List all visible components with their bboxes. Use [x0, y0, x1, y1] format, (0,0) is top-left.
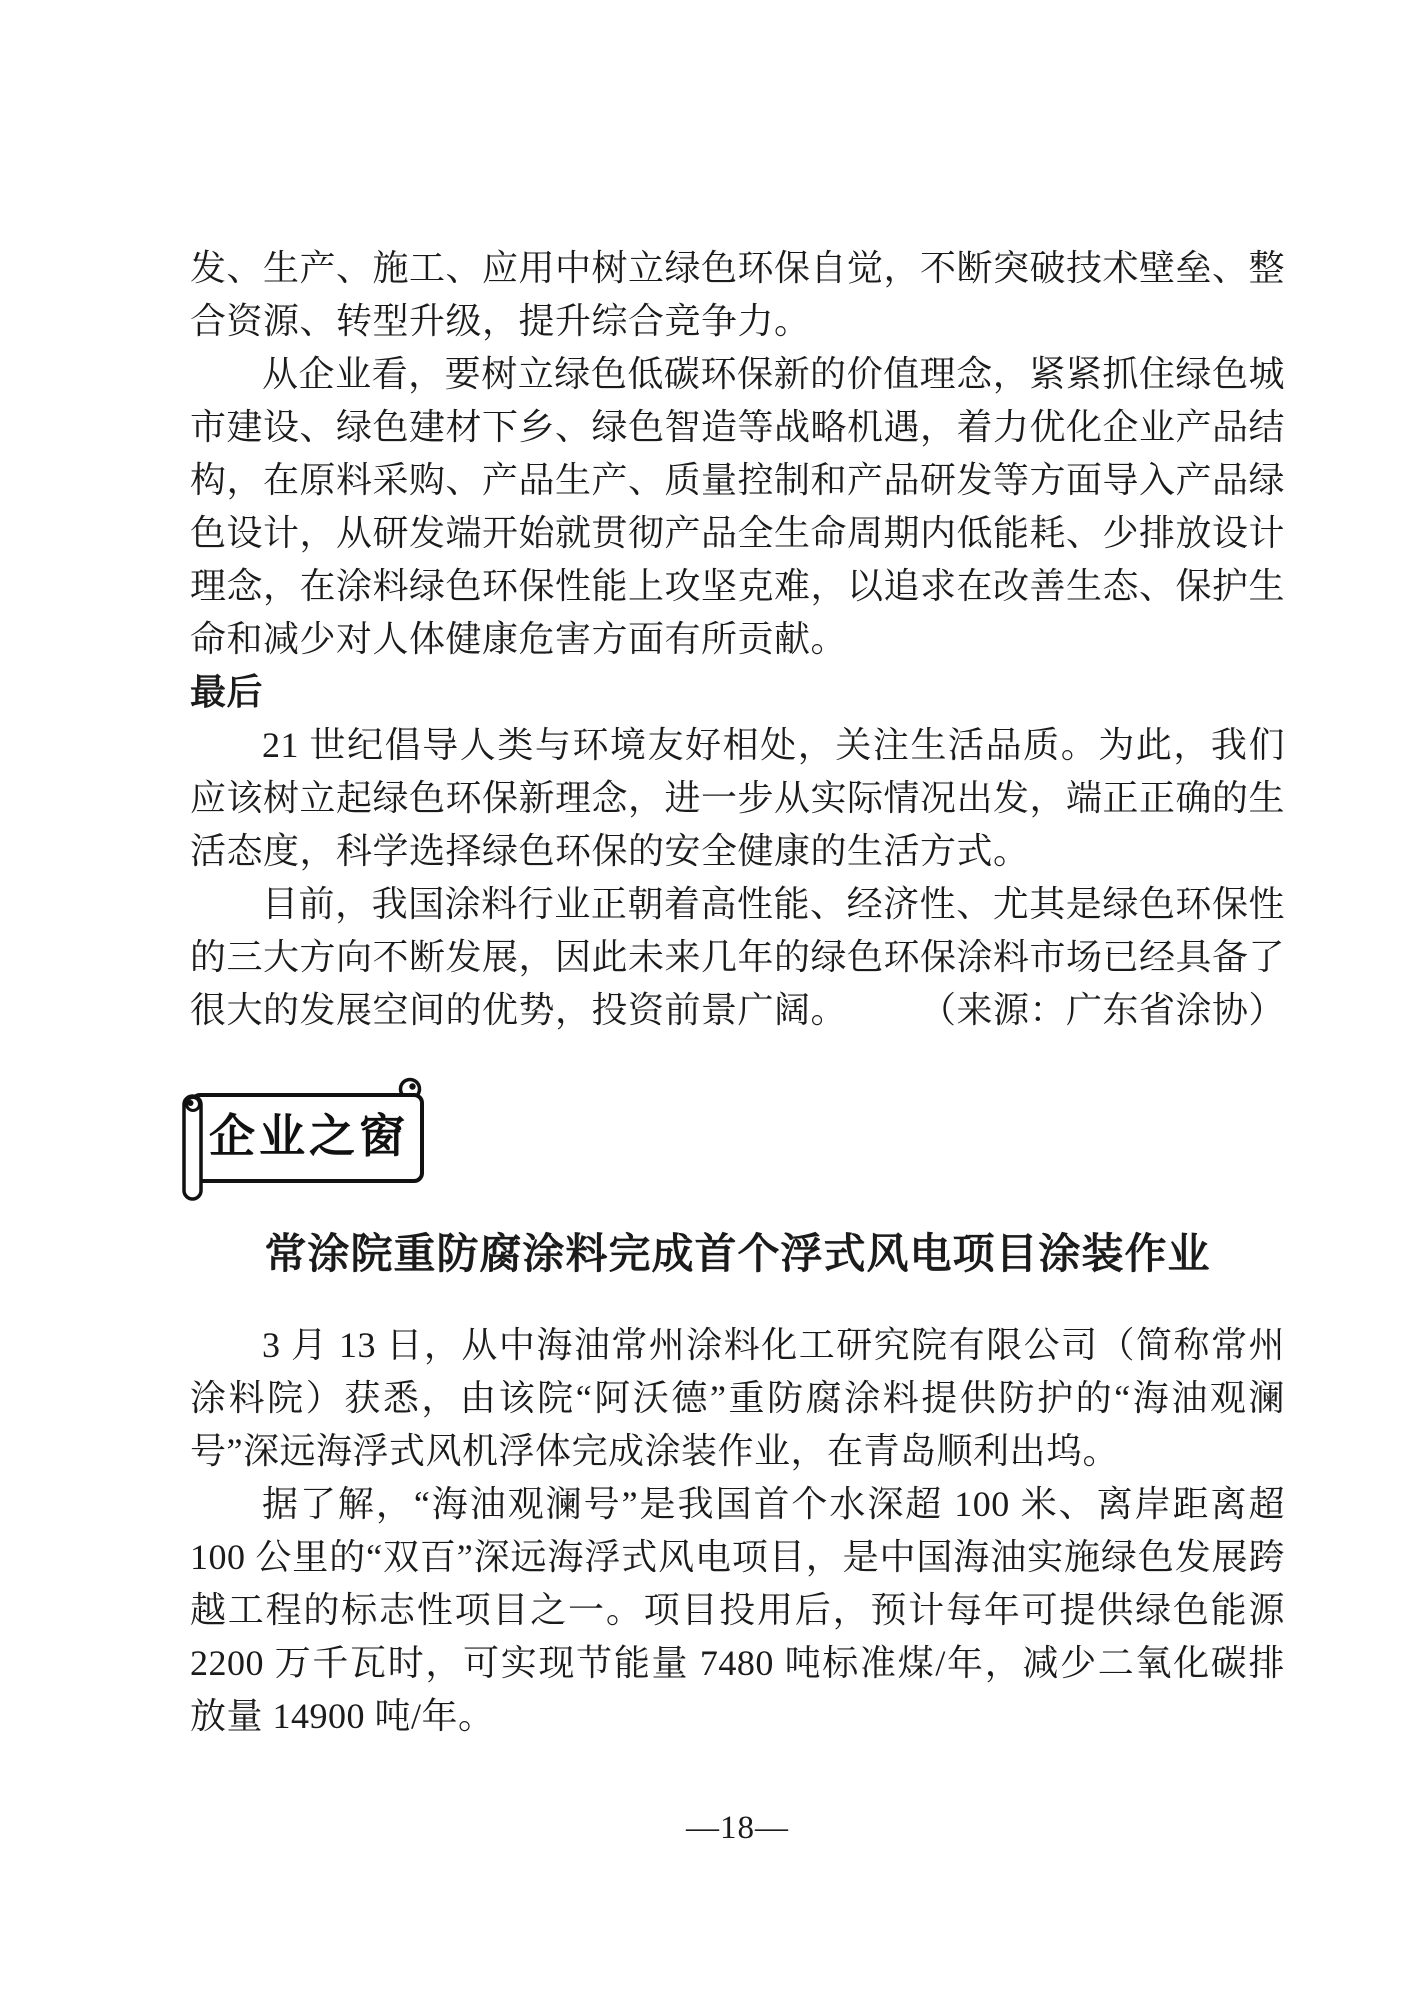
paragraph: 21 世纪倡导人类与环境友好相处，关注生活品质。为此，我们应该树立起绿色环保新理念，进一步从实际情况出发，端正正确的生活态度，科学选择绿色环保的安全健康的生活方式。: [190, 725, 1286, 871]
page-number: —18—: [686, 1810, 789, 1846]
source-attribution: （来源：广东省涂协）: [919, 990, 1285, 1030]
body-text-section-1: [190, 242, 1285, 1037]
body-text-section-2: [190, 1319, 1285, 1743]
paragraph-text: 目前，我国涂料行业正朝着高性能、经济性、尤其是绿色环保性的三大方向不断发展，因此未来几年的绿色环保涂料市场已经具备了很大的发展空间的优势，投资前景广阔。: [190, 884, 1286, 1030]
banner-label: 企业之窗: [209, 1111, 409, 1162]
article-title: 常涂院重防腐涂料完成首个浮式风电项目涂装作业: [264, 1232, 1211, 1278]
section-banner: [178, 1068, 430, 1204]
paragraph: 发、生产、施工、应用中树立绿色环保自觉，不断突破技术壁垒、整合资源、转型升级，提升综合竞争力。: [190, 248, 1286, 341]
paragraph: 据了解，“海油观澜号”是我国首个水深超 100 米、离岸距离超 100 公里的“双百”深远海浮式风电项目，是中国海油实施绿色发展跨越工程的标志性项目之一。项目投用后，预计每年可提供绿色能源 2200 万千瓦时，可实现节能量 7480 吨标准煤/年，减少二氧化碳排放量 14900 吨/年。: [190, 1484, 1285, 1736]
paragraph: 从企业看，要树立绿色低碳环保新的价值理念，紧紧抓住绿色城市建设、绿色建材下乡、绿色智造等战略机遇，着力优化企业产品结构，在原料采购、产品生产、质量控制和产品研发等方面导入产品绿色设计，从研发端开始就贯彻产品全生命周期内低能耗、少排放设计理念，在涂料绿色环保性能上攻坚克难，以追求在改善生态、保护生命和减少对人体健康危害方面有所贡献。: [190, 354, 1286, 659]
paragraph: [190, 878, 1285, 1037]
paragraph: 3 月 13 日，从中海油常州涂料化工研究院有限公司（简称常州涂料院）获悉，由该院“阿沃德”重防腐涂料提供防护的“海油观澜号”深远海浮式风机浮体完成涂装作业，在青岛顺利出坞。: [190, 1325, 1285, 1471]
subheading-zuihou: 最后: [190, 672, 264, 712]
